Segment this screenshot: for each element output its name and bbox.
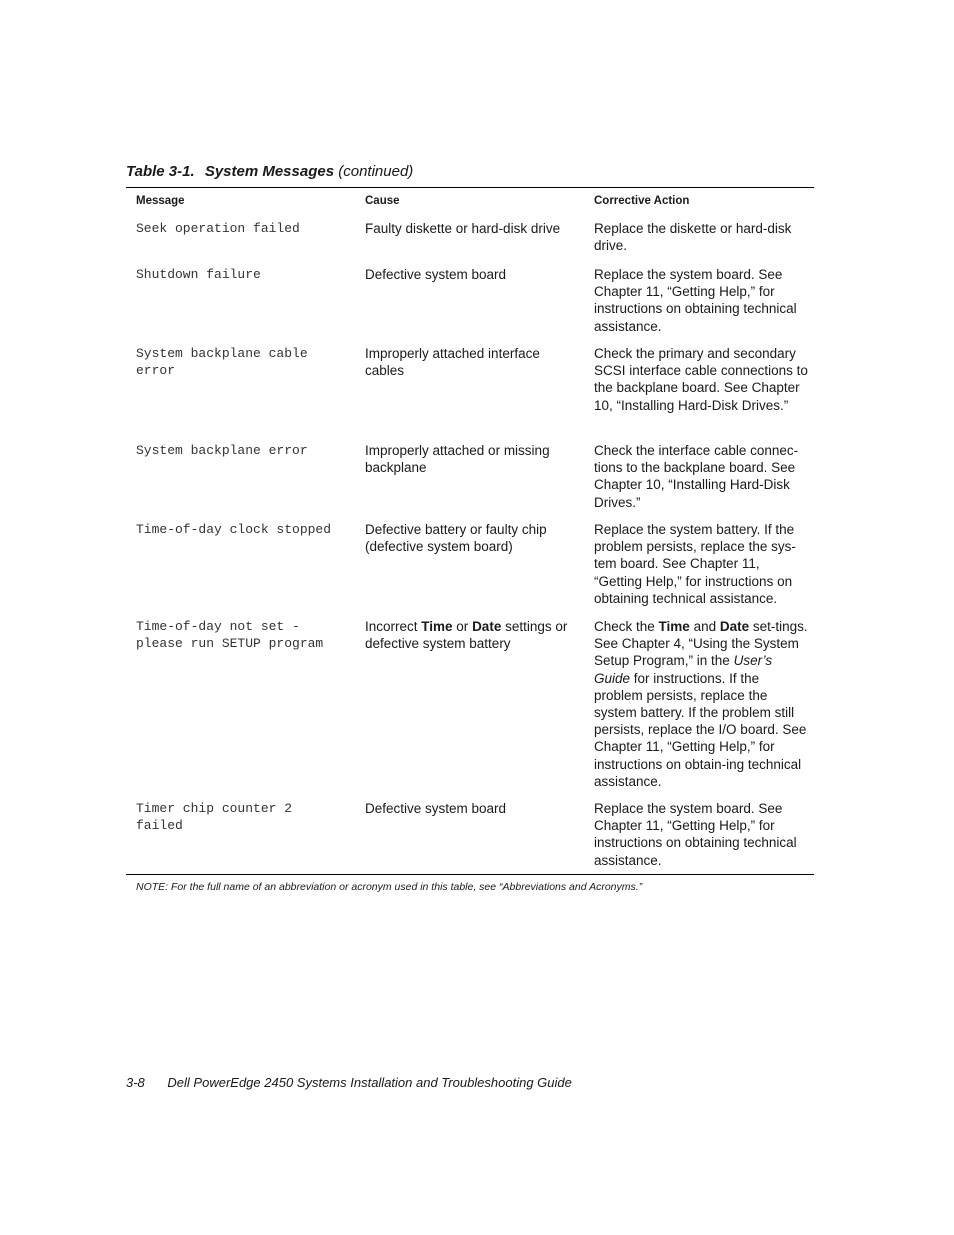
table-caption — [126, 163, 413, 180]
table-top-rule — [126, 187, 814, 188]
row-message: Seek operation failed — [136, 221, 300, 236]
row-action: Check the Time and Date set-tings. See Chapter 4, “Using the System Setup Program,” in the User’s Guide for instructions. If the problem persists, replace the system battery. If the problem still persists, replace the I/O board. See Chapter 11, “Getting Help,” for instructions on obtain-ing technical assistance. — [594, 619, 808, 789]
row-cause: Improperly attached or missing backplane — [365, 443, 550, 476]
users-guide-reference: User’s Guide — [594, 653, 773, 686]
row-action: Check the primary and secondary SCSI interface cable connections to the backplane board. See Chapter 10, “Installing Hard-Disk Drives.” — [594, 346, 808, 413]
table-title: System Messages — [204, 163, 335, 180]
row-cause: Defective system board — [365, 267, 507, 282]
document-title: Dell PowerEdge 2450 Systems Installation and Troubleshooting Guide — [167, 1075, 572, 1090]
table-bottom-rule — [126, 874, 814, 875]
table-number: Table 3-1. — [126, 163, 195, 180]
row-message: Time-of-day clock stopped — [136, 522, 332, 537]
row-message: Timer chip counter 2 failed — [136, 801, 293, 834]
row-cause: Faulty diskette or hard-disk drive — [365, 221, 561, 236]
row-message: Time-of-day not set - please run SETUP program — [136, 619, 324, 652]
row-cause: Incorrect Time or Date settings or defective system battery — [365, 619, 568, 652]
date-setting-term: Date — [472, 619, 502, 634]
table-caption-suffix: (continued) — [338, 163, 414, 180]
date-setting-term: Date — [719, 619, 750, 634]
row-cause: Improperly attached interface cables — [365, 346, 540, 379]
time-setting-term: Time — [421, 619, 453, 634]
page-number: 3-8 — [126, 1075, 145, 1090]
page-footer — [126, 1075, 572, 1090]
row-action: Replace the diskette or hard-disk drive. — [594, 221, 792, 254]
header-message: Message — [136, 195, 185, 207]
row-message: System backplane cable error — [136, 346, 308, 379]
row-action: Replace the system board. See Chapter 11, “Getting Help,” for instructions on obtaining technical assistance. — [594, 801, 797, 868]
row-action: Replace the system battery. If the problem persists, replace the sys-tem board. See Chapter 11, “Getting Help,” for instructions on obtaining technical assistance. — [594, 522, 796, 606]
row-message: Shutdown failure — [136, 267, 261, 282]
row-action: Replace the system board. See Chapter 11, “Getting Help,” for instructions on obtaining technical assistance. — [594, 267, 797, 334]
header-corrective-action: Corrective Action — [594, 195, 690, 207]
row-action: Check the interface cable connec-tions to the backplane board. See Chapter 10, “Installing Hard-Disk Drives.” — [594, 443, 799, 510]
table-note: NOTE: For the full name of an abbreviation or acronym used in this table, see “Abbreviations and Acronyms.” — [136, 881, 643, 893]
header-cause: Cause — [365, 195, 400, 207]
row-cause: Defective battery or faulty chip (defective system board) — [365, 522, 547, 555]
row-message: System backplane error — [136, 443, 308, 458]
row-cause: Defective system board — [365, 801, 507, 816]
time-setting-term: Time — [658, 619, 690, 634]
